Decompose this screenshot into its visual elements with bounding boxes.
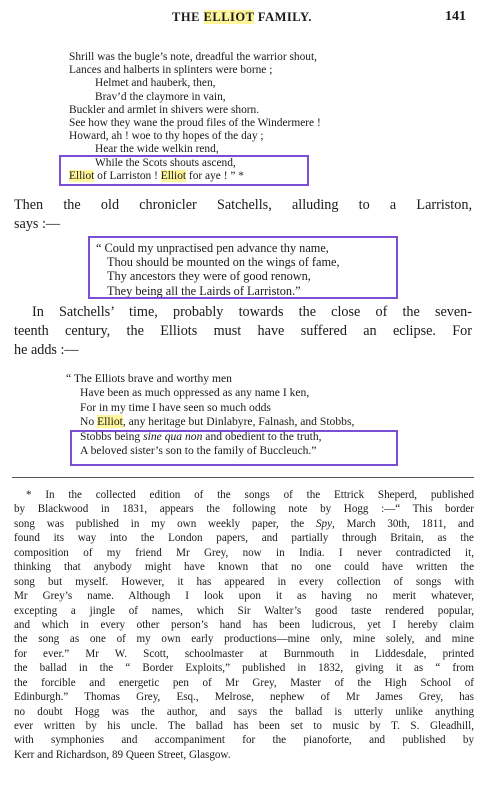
footnote-text: , March 30th, 1811, and bbox=[332, 517, 474, 530]
verse-line: “ Could my unpractised pen advance thy name, bbox=[96, 241, 329, 255]
verse-text: , any heritage but Dinlabyre, Falnash, and Stobbs, bbox=[122, 415, 355, 429]
annotation-box bbox=[59, 155, 309, 186]
running-head-highlight: ELLIOT bbox=[203, 10, 255, 24]
verse-text: No bbox=[80, 415, 98, 429]
verse-line: See how they wane the proud files of the Windermere ! bbox=[69, 116, 321, 129]
footnote-line: the forcible and energetic pen of Mr Grey, Master of the High School of bbox=[14, 676, 474, 689]
running-head-post: FAMILY. bbox=[254, 10, 312, 24]
footnote-line bbox=[14, 517, 474, 531]
page-header bbox=[0, 9, 484, 27]
running-head bbox=[0, 10, 484, 25]
footnote-line: found its way into the London papers, and partially through Britain, as the bbox=[14, 532, 474, 545]
paragraph-line: says :— bbox=[14, 216, 61, 232]
footnote-line: with symphonies and accompaniment for the pianoforte, and published by bbox=[14, 734, 474, 747]
running-head-pre: THE bbox=[172, 10, 204, 24]
verse-line bbox=[66, 415, 354, 429]
paragraph-line: In Satchells’ time, probably towards the close of the seven- bbox=[32, 304, 472, 320]
page-number: 141 bbox=[445, 9, 466, 24]
verse-line: Lances and halberts in splinters were borne ; bbox=[69, 64, 273, 77]
footnote-line: for ever.” Mr W. Scott, schoolmaster at Burnmouth in Liddesdale, printed bbox=[14, 647, 474, 660]
verse-text: Stobbs being bbox=[80, 429, 144, 443]
footnote-line: ever written by his uncle. The ballad has been set to music by T. S. Gleadhill, bbox=[14, 720, 474, 732]
verse-text: for aye ! ” * bbox=[186, 169, 244, 182]
verse-line: Shrill was the bugle’s note, dreadful the warrior shout, bbox=[69, 51, 318, 63]
highlight-elliot: Elliot bbox=[69, 169, 95, 182]
verse-line: For in my time I have seen so much odds bbox=[80, 400, 271, 414]
footnote-line: Mr Grey’s name. Although I look upon it as having no merit whatever, bbox=[14, 590, 474, 603]
verse-text: of Larriston ! bbox=[94, 169, 161, 182]
footnote-line: excepting a jingle of names, which Sir Walter’s good taste rendered popular, bbox=[14, 604, 474, 617]
verse-line: Thou should be mounted on the wings of fame, bbox=[107, 255, 340, 270]
highlight-elliot: Elliot bbox=[160, 169, 187, 182]
latin-phrase: sine qua non bbox=[143, 429, 203, 443]
footnote-line: song but myself. However, it has appeared in every collection of songs with bbox=[14, 575, 474, 588]
verse-line: “ The Elliots brave and worthy men bbox=[66, 372, 232, 385]
footnote-line: thinking that anybody might have known that no one could have written the bbox=[14, 561, 474, 574]
verse-line: Helmet and hauberk, then, bbox=[95, 77, 216, 90]
footnote-line: and which in every other person’s hand has been ludicrous, yet I hereby claim bbox=[14, 618, 474, 631]
footnote-line: composition of my friend Mr Grey, now in India. I never contradicted it, bbox=[14, 546, 474, 559]
verse-line: Buckler and armlet in shivers were shorn. bbox=[69, 103, 260, 116]
footnote-line: by Blackwood in 1831, appears the following note by Hogg :—“ This border bbox=[14, 503, 474, 516]
verse-text: and obedient to the truth, bbox=[202, 429, 322, 443]
verse-line: Hear the wide welkin rend, bbox=[95, 143, 219, 156]
verse-line: They being all the Lairds of Larriston.” bbox=[107, 283, 301, 298]
annotation-box bbox=[88, 236, 398, 299]
verse-line: Have been as much oppressed as any name I ken, bbox=[80, 386, 310, 400]
annotation-box bbox=[70, 430, 398, 466]
newspaper-name: Spy bbox=[315, 517, 333, 530]
footnote-line: the ballad in the “ Border Exploits,” published in 1832, giving it as “ from bbox=[14, 662, 474, 675]
verse-line: A beloved sister’s son to the family of Buccleuch.” bbox=[80, 443, 317, 457]
footnote-line: Kerr and Richardson, 89 Queen Street, Glasgow. bbox=[14, 748, 231, 761]
footnote bbox=[14, 488, 474, 762]
paragraph-line: teenth century, the Elliots must have suffered an eclipse. For bbox=[14, 323, 472, 339]
verse-line: Thy ancestors they were of good renown, bbox=[107, 269, 311, 284]
footnote-line: Edinburgh.” Thomas Grey, Esq., Melrose, nephew of Mr James Grey, has bbox=[14, 691, 474, 704]
footnote-line: no doubt Hogg was the author, and says the ballad is utterly unlike anything bbox=[14, 705, 474, 718]
footnote-text: song was published in my own weekly paper, the bbox=[14, 517, 316, 530]
paragraph-line: Then the old chronicler Satchells, alluding to a Larriston, bbox=[14, 197, 472, 213]
paragraph bbox=[14, 196, 472, 234]
verse-line: Howard, ah ! woe to thy hopes of the day ; bbox=[69, 130, 264, 143]
highlight-elliot: Elliot bbox=[97, 415, 123, 429]
paragraph-line: he adds :— bbox=[14, 342, 79, 358]
verse-line: While the Scots shouts ascend, bbox=[95, 156, 236, 169]
footnote-line: * In the collected edition of the songs of the Ettrick Sheperd, published bbox=[26, 489, 474, 501]
footnote-line: the song as one of my own early productions—mine only, mine solely, and mine bbox=[14, 633, 474, 646]
verse-line: Brav’d the claymore in vain, bbox=[95, 90, 226, 103]
footnote-rule bbox=[12, 477, 474, 478]
paragraph bbox=[14, 303, 472, 360]
